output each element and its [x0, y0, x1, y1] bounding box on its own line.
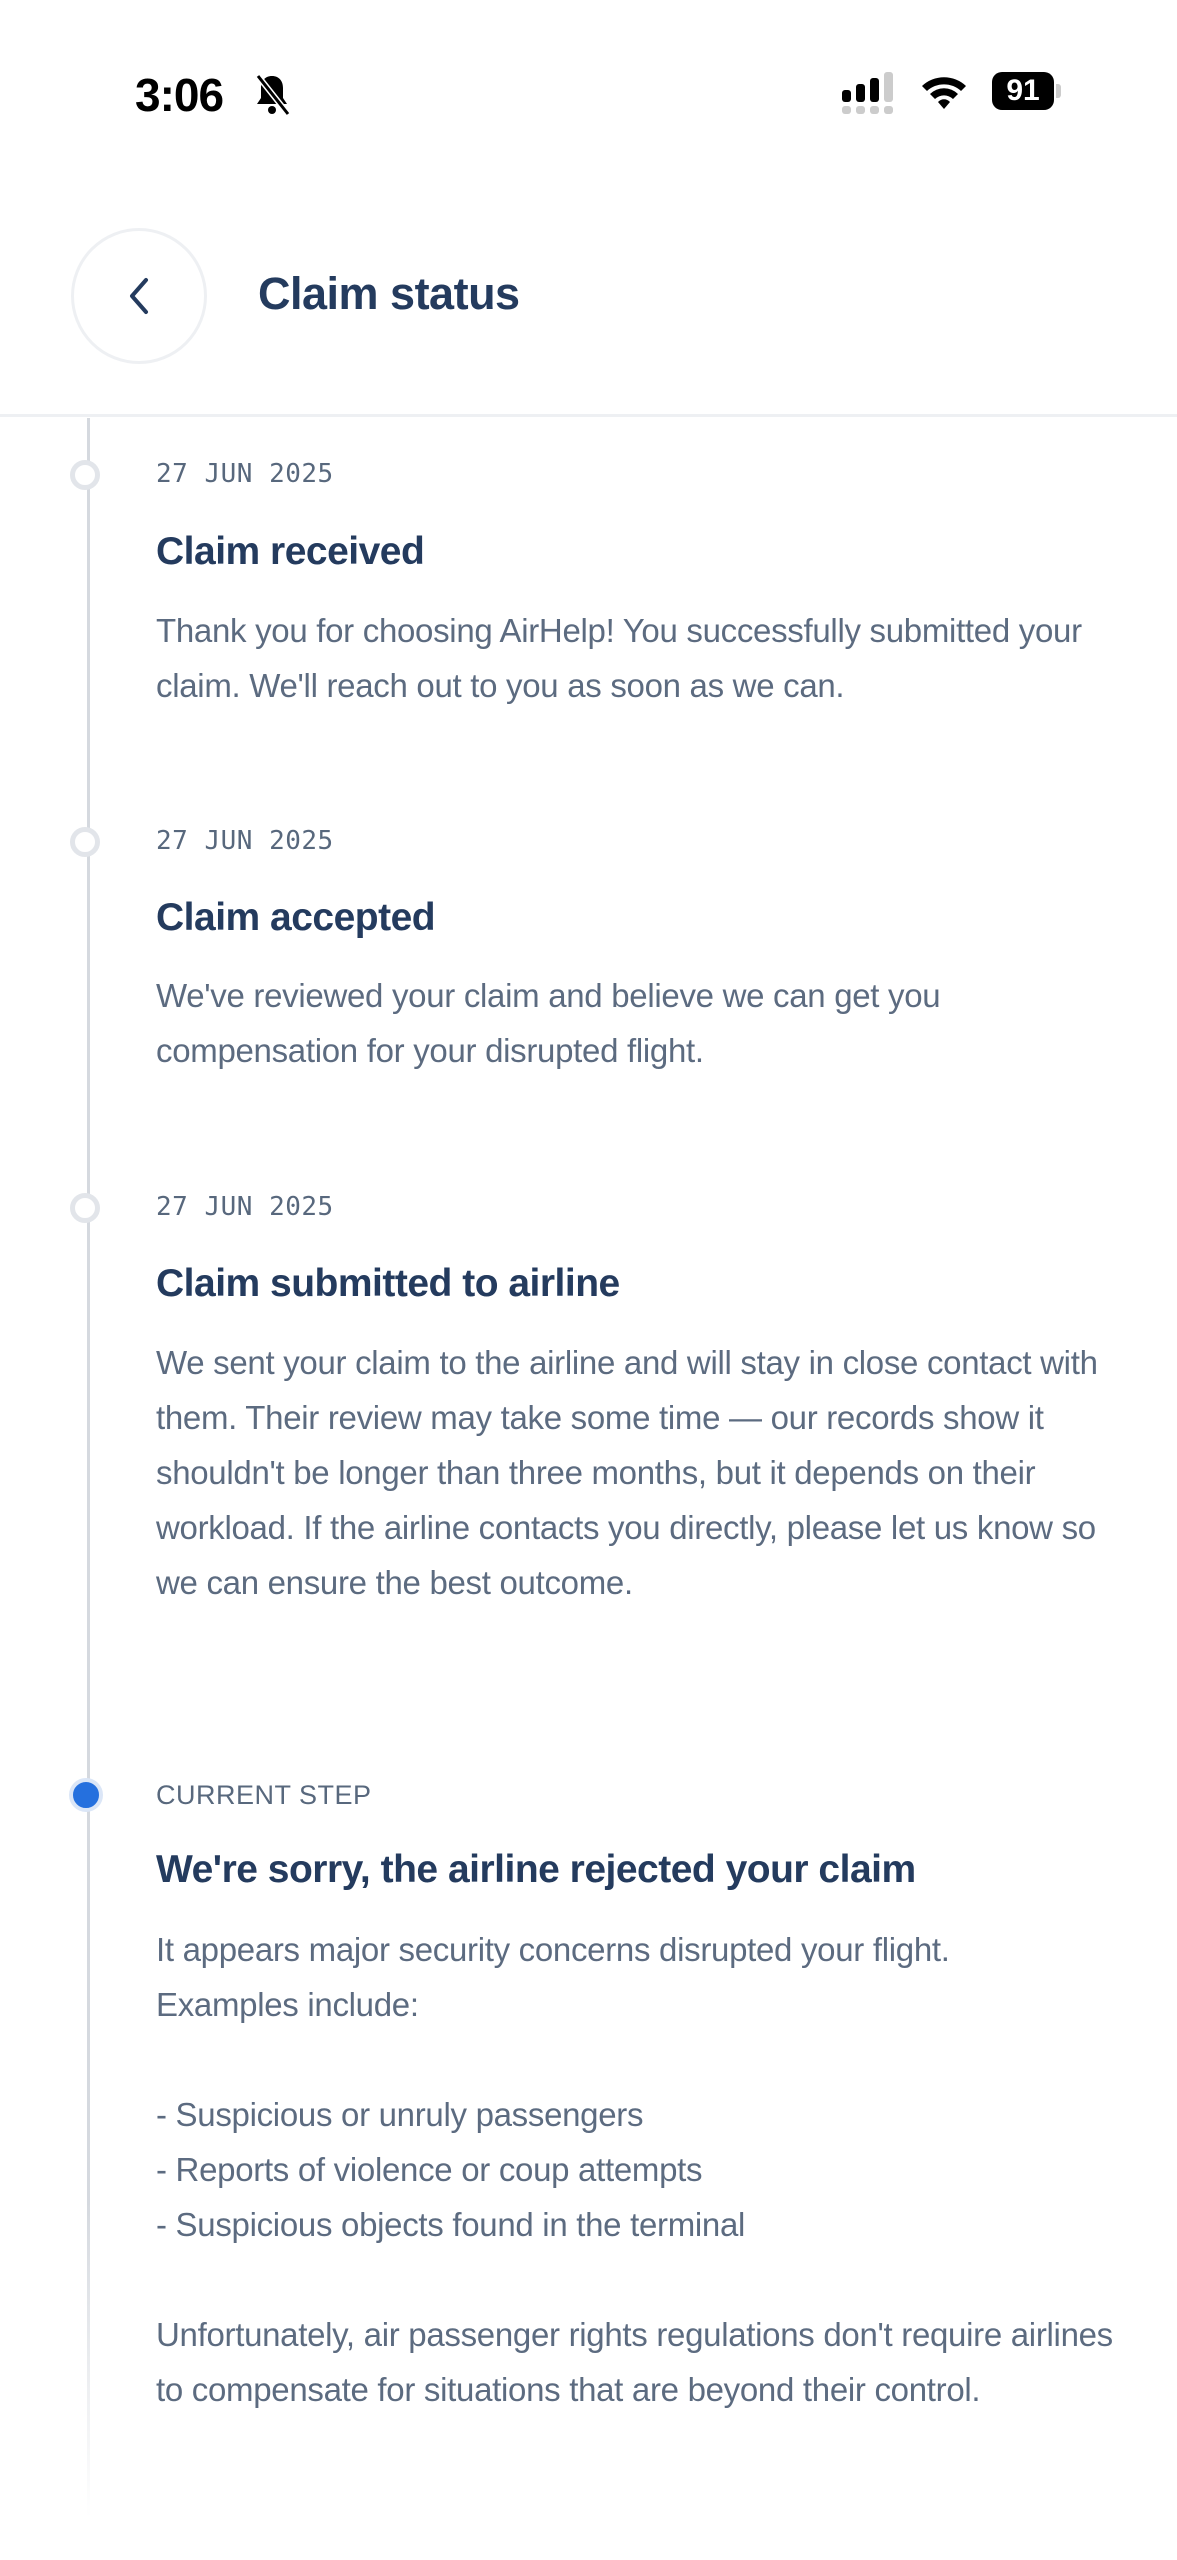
current-step-label: CURRENT STEP — [156, 1780, 372, 1810]
battery-indicator — [992, 72, 1062, 112]
status-bar — [0, 0, 1177, 160]
battery-cap — [1056, 84, 1061, 98]
step-description: Thank you for choosing AirHelp! You successfully submitted your claim. We'll reach out to you as soon as we can. — [156, 612, 1082, 704]
step-dot-icon — [70, 827, 100, 857]
cellular-signal-icon — [842, 72, 898, 116]
back-button[interactable] — [71, 228, 207, 364]
step-date: 27 JUN 2025 — [156, 826, 334, 856]
page-header — [0, 228, 1177, 417]
battery-level: 91 — [992, 72, 1054, 110]
chevron-left-icon — [124, 274, 154, 318]
step-description: It appears major security concerns disrupted your flight. Examples include: - Suspicious or unruly passengers - Reports of violence or coup attempts - Suspicious objects found in the terminal Unfortunately, air passenger rights regulations don't require airlines to compensate for situations that are beyond their control. — [156, 1931, 1113, 2408]
page-title: Claim status — [258, 268, 520, 319]
clock: 3:06 — [135, 69, 224, 121]
current-step-dot-icon — [69, 1778, 103, 1812]
step-title: Claim submitted to airline — [156, 1262, 620, 1305]
step-date: 27 JUN 2025 — [156, 1192, 334, 1222]
step-dot-icon — [70, 460, 100, 490]
step-title: Claim accepted — [156, 896, 436, 939]
step-dot-icon — [70, 1193, 100, 1223]
step-date: 27 JUN 2025 — [156, 459, 334, 489]
step-description: We sent your claim to the airline and will stay in close contact with them. Their review may take some time — our records show it shouldn't be longer than three months, but it depends on their workload. If the airline contacts you directly, please let us know so we can ensure the best outcome. — [156, 1344, 1098, 1601]
timeline-line — [87, 418, 90, 2518]
step-title: Claim received — [156, 530, 425, 573]
step-description: We've reviewed your claim and believe we can get you compensation for your disrupted flight. — [156, 977, 941, 1069]
step-title: We're sorry, the airline rejected your claim — [156, 1848, 916, 1891]
wifi-icon — [920, 72, 968, 112]
silent-bell-icon — [252, 72, 292, 118]
